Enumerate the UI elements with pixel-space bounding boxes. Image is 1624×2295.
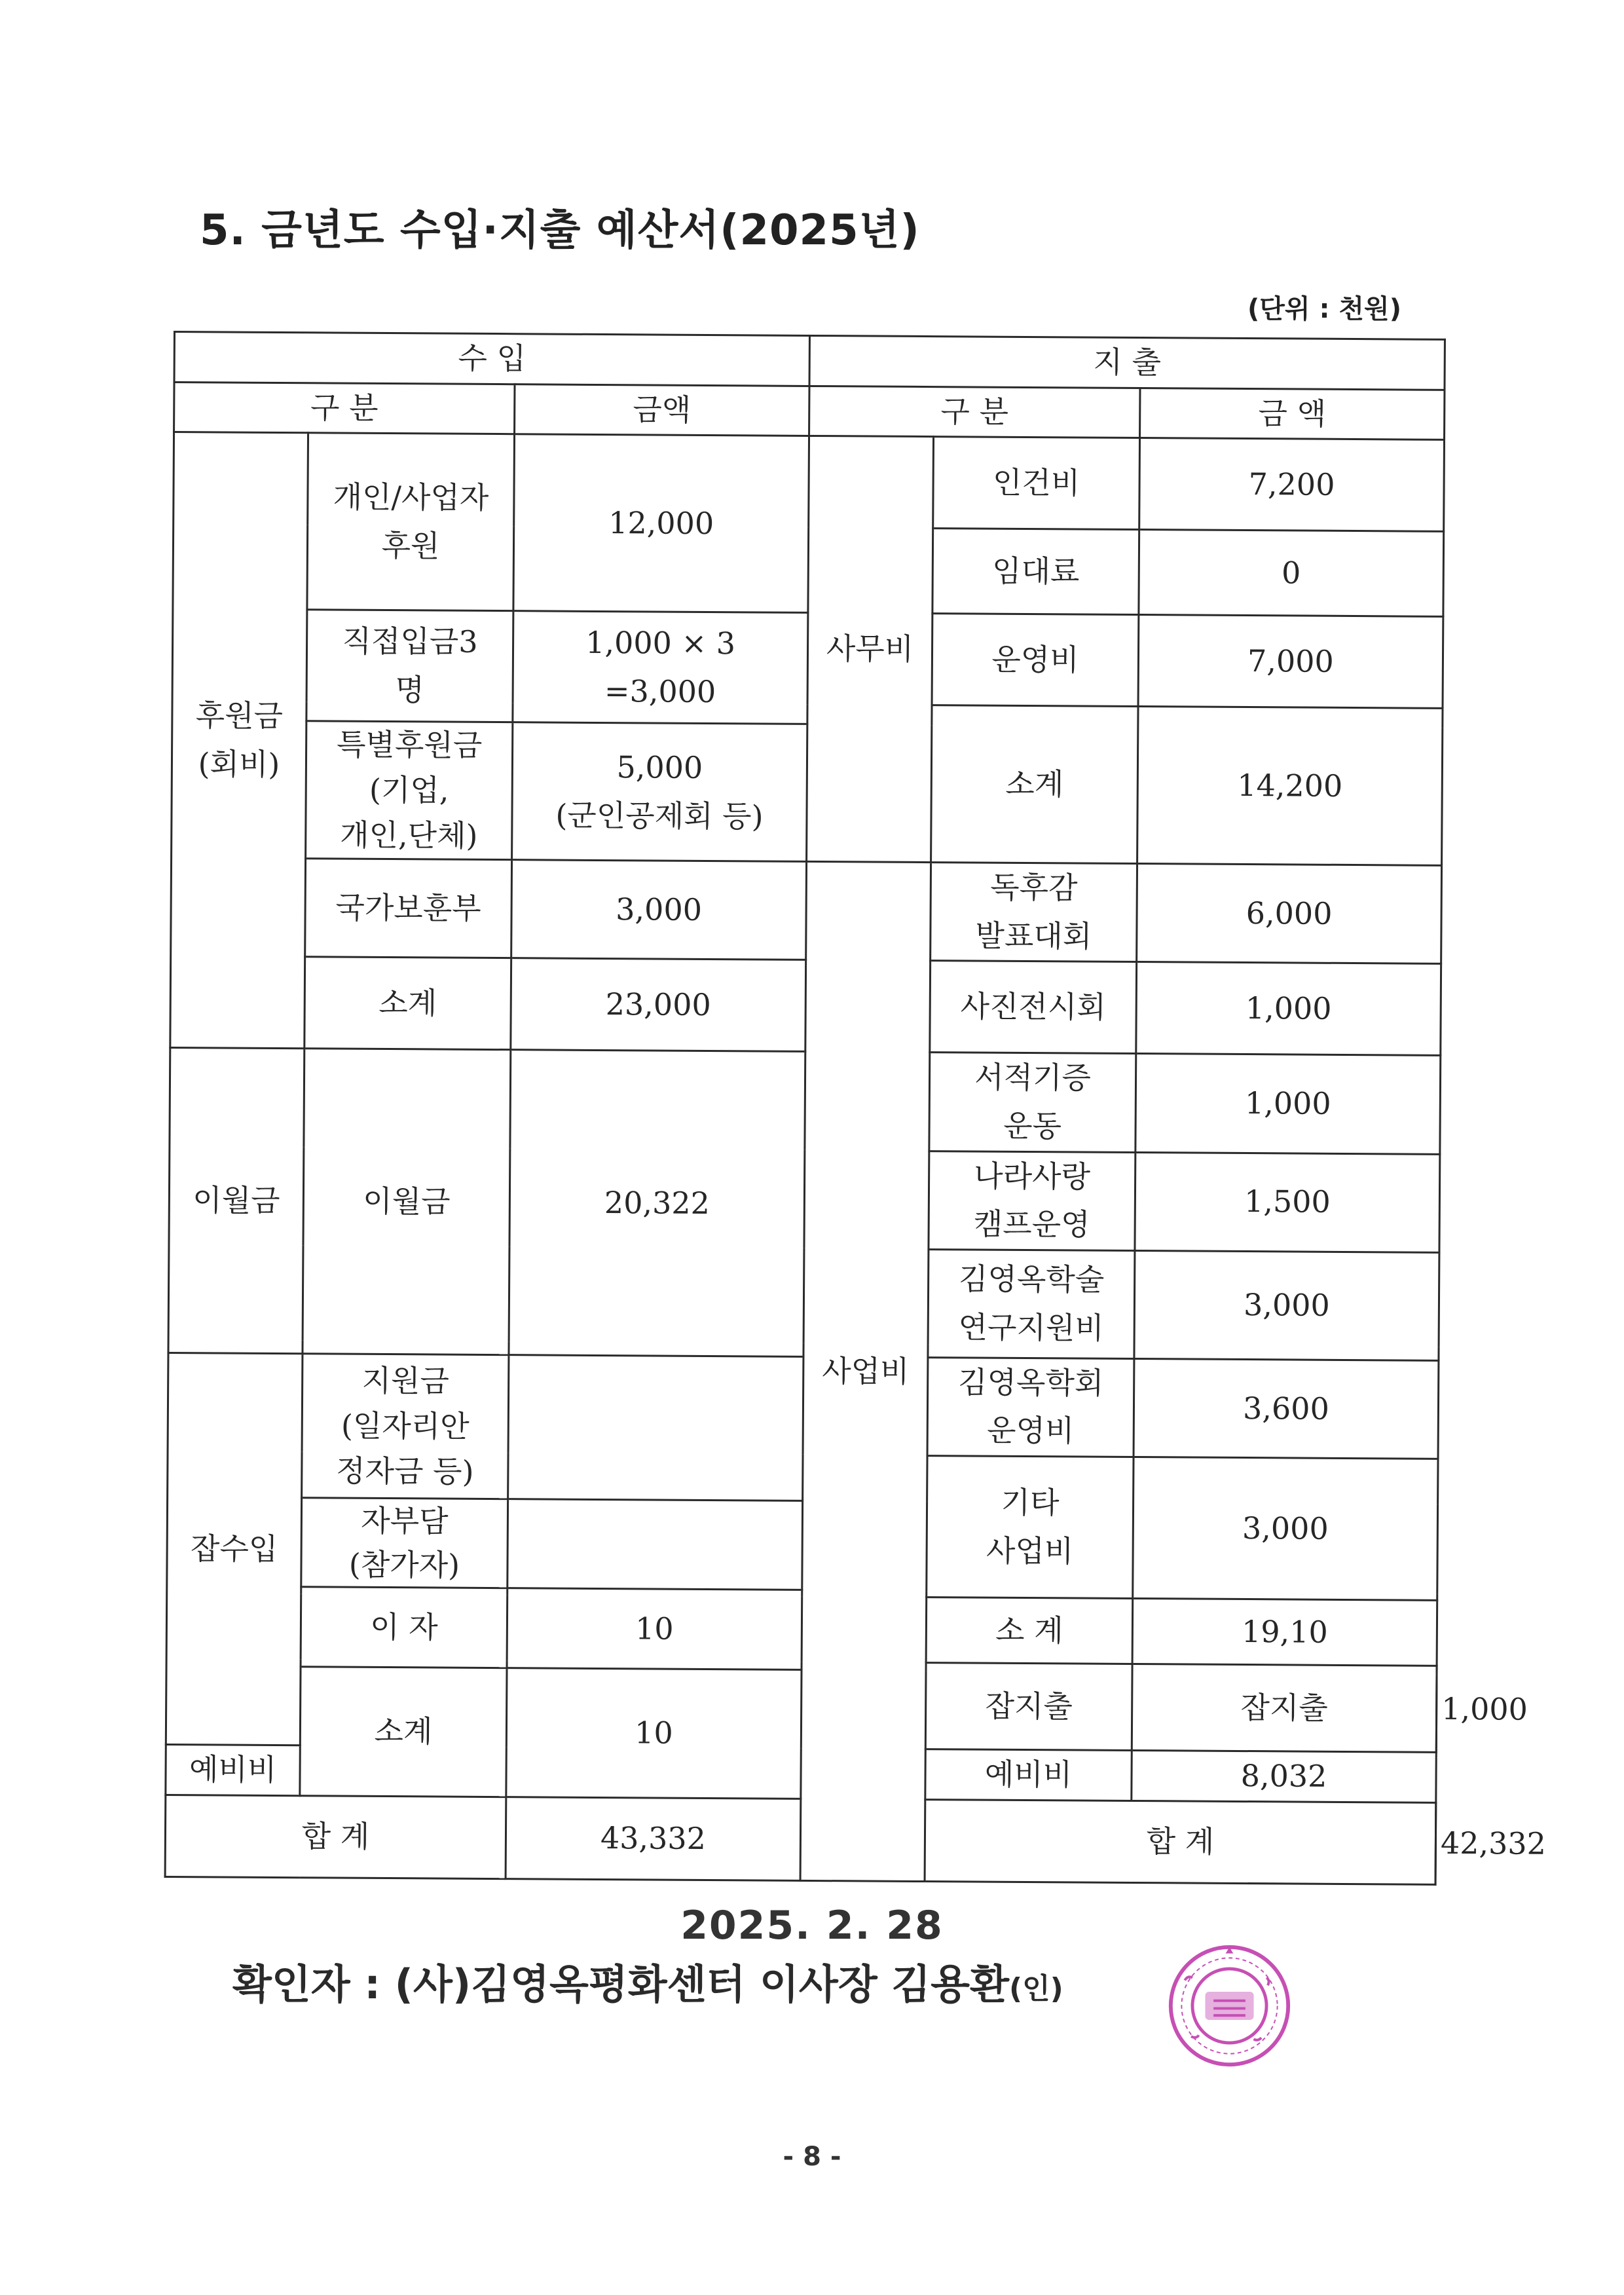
office-item-label: 임대료 (932, 529, 1139, 615)
donation-item-amount: 12,000 (513, 434, 809, 613)
business-item-label: 서적기증 운동 (929, 1053, 1136, 1152)
donation-item-amount: 1,000 × 3 =3,000 (513, 611, 808, 724)
business-group-label: 사업비 (800, 862, 931, 1882)
income-total-label: 합 계 (165, 1795, 506, 1878)
unit-note: (단위 : 천원) (1247, 294, 1401, 324)
donation-item-label: 직접입금3 명 (306, 610, 513, 722)
business-item-label: 독후감 발표대회 (931, 863, 1137, 962)
misc-expense-group-label: 잡지출 (925, 1663, 1132, 1751)
carryover-item-amount: 20,322 (509, 1050, 805, 1356)
business-item-amount: 1,000 (1135, 1054, 1441, 1154)
reserve-item-label: 예비비 (925, 1749, 1132, 1801)
expense-amount-header: 금 액 (1140, 388, 1445, 439)
business-item-label: 김영옥학회 운영비 (927, 1357, 1134, 1457)
business-item-label: 나라사랑 캠프운영 (929, 1151, 1135, 1250)
carryover-group-label: 이월금 (168, 1048, 304, 1354)
business-item-label: 기타 사업비 (927, 1456, 1134, 1599)
donation-item-label: 특별후원금 (기업, 개인,단체) (306, 721, 513, 860)
misc-expense-item-label: 잡지출 (1132, 1664, 1437, 1753)
office-item-label: 인건비 (933, 437, 1140, 530)
document-date: 2025. 2. 28 (680, 1903, 944, 1949)
income-category-header: 구 분 (174, 382, 515, 434)
income-total-amount: 43,332 (506, 1797, 801, 1881)
office-item-amount: 7,200 (1139, 438, 1445, 532)
misc-group-label: 잡수입 (166, 1353, 303, 1745)
page-number: - 8 - (783, 2142, 841, 2172)
misc-item-amount (507, 1499, 803, 1590)
business-item-amount: 1,500 (1135, 1152, 1440, 1252)
confirmer-line (232, 1952, 1063, 2010)
expense-total-amount: 42,332 (1440, 1825, 1547, 1861)
expense-header: 지 출 (809, 335, 1445, 390)
donation-item-label: 국가보훈부 (305, 859, 512, 958)
reserve-item-amount: 8,032 (1132, 1751, 1436, 1802)
budget-table (164, 331, 1547, 1886)
misc-item-label: 자부담 (참가자) (301, 1498, 508, 1588)
office-item-amount: 0 (1139, 530, 1444, 617)
donation-item-amount: 3,000 (511, 860, 807, 960)
reserve-group-label: 예비비 (166, 1745, 300, 1796)
document-title: 5. 금년도 수입·지출 예산서(2025년) (200, 206, 920, 255)
business-item-amount: 19,10 (1132, 1599, 1437, 1666)
confirmer-seal-mark: (인) (1008, 1972, 1063, 2006)
office-item-amount: 14,200 (1137, 707, 1443, 866)
office-item-label: 운영비 (932, 614, 1139, 707)
misc-item-amount (508, 1354, 803, 1501)
office-item-amount: 7,000 (1138, 615, 1443, 709)
business-item-label: 소 계 (926, 1597, 1133, 1664)
misc-item-label: 이 자 (301, 1587, 507, 1668)
donation-item-label: 소계 (304, 957, 511, 1050)
donation-item-amount: 23,000 (511, 958, 806, 1052)
donation-item-amount: 5,000 (군인공제회 등) (512, 722, 807, 862)
carryover-item-label: 이월금 (303, 1049, 511, 1354)
business-item-label: 김영옥학술 연구지원비 (928, 1249, 1135, 1358)
business-item-amount: 6,000 (1137, 864, 1442, 964)
income-header: 수 입 (174, 332, 809, 386)
income-amount-header: 금액 (515, 384, 809, 436)
official-seal-icon (1166, 1942, 1293, 2070)
expense-total-label: 합 계 (925, 1799, 1436, 1884)
donation-item-label: 개인/사업자 후원 (307, 433, 515, 611)
misc-item-label: 지원금 (일자리안 정자금 등) (302, 1353, 509, 1499)
office-item-label: 소계 (931, 705, 1138, 864)
misc-expense-item-amount: 1,000 (1441, 1690, 1528, 1727)
business-item-label: 사진전시회 (930, 961, 1137, 1054)
business-item-amount: 3,000 (1134, 1250, 1439, 1360)
confirmer-text: 확인자 : (사)김영옥평화센터 이사장 김용환 (232, 1960, 1009, 2008)
business-item-amount: 3,000 (1133, 1457, 1438, 1600)
expense-category-header: 구 분 (809, 386, 1140, 438)
misc-item-amount: 10 (506, 1668, 802, 1799)
business-item-amount: 3,600 (1134, 1358, 1439, 1459)
donation-group-label: 후원금 (회비) (170, 432, 308, 1049)
office-group-label: 사무비 (807, 436, 934, 863)
misc-item-amount: 10 (507, 1588, 802, 1670)
business-item-amount: 1,000 (1136, 962, 1441, 1056)
misc-item-label: 소계 (300, 1667, 507, 1797)
